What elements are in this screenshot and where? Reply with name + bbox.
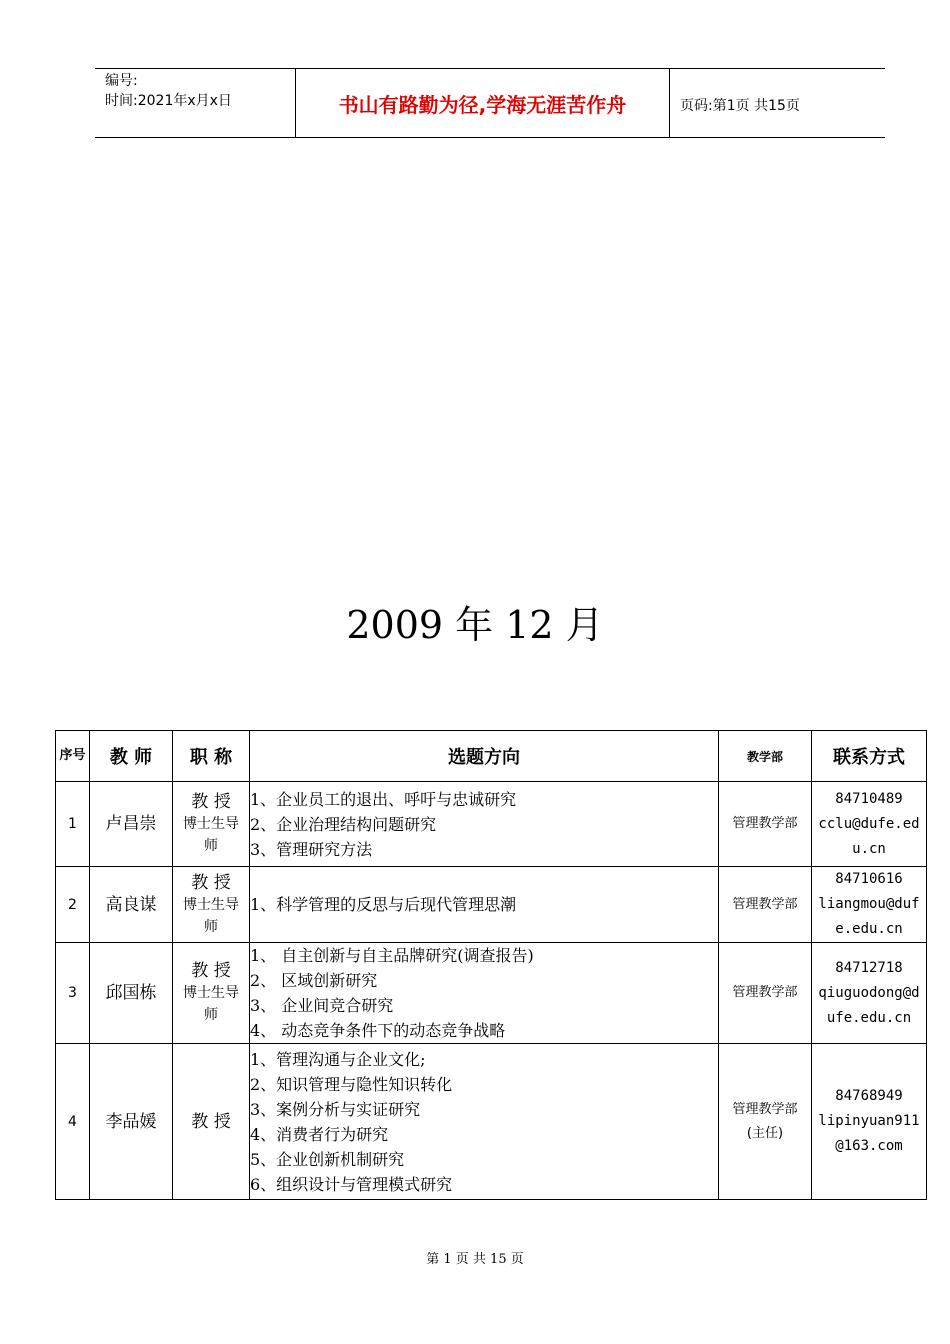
contact-email: liangmou@dufe.edu.cn (818, 896, 920, 937)
topic-item: 1、科学管理的反思与后现代管理思潮 (250, 895, 517, 914)
dept-cell (719, 867, 812, 943)
header-topics: 选题方向 (250, 731, 719, 782)
row-number: 3 (56, 943, 90, 1044)
header-meta (95, 69, 296, 137)
topics-cell (250, 943, 719, 1044)
contact-email: cclu@dufe.edu.cn (818, 815, 920, 857)
contact-email: lipinyuan911@163.com (818, 1113, 920, 1154)
dept-cell (719, 782, 812, 867)
topics-cell (250, 782, 719, 867)
contact-phone: 84710489 (835, 790, 903, 807)
advisor-table (55, 730, 927, 1200)
teacher-title-cell (173, 943, 250, 1044)
teacher-title: 教 授 (191, 961, 231, 981)
contact-phone: 84710616 (835, 871, 903, 887)
teacher-title-cell (173, 867, 250, 943)
teacher-title-cell (173, 782, 250, 867)
table-row (56, 1044, 927, 1200)
teacher-title: 教 授 (191, 792, 231, 812)
contact-email: qiuguodong@dufe.edu.cn (818, 984, 920, 1026)
table-body (56, 782, 927, 1200)
topic-item: 1、 自主创新与自主品牌研究(调查报告) (250, 946, 534, 965)
header-teacher: 教 师 (90, 731, 173, 782)
table-row (56, 867, 927, 943)
teacher-subtitle: 博士生导师 (183, 985, 239, 1023)
teacher-name: 李品媛 (90, 1044, 173, 1200)
header-page-label: 页码:第1页 共15页 (680, 98, 800, 114)
teacher-subtitle: 博士生导师 (183, 816, 239, 854)
row-number: 4 (56, 1044, 90, 1200)
header-motto: 书山有路勤为径,学海无涯苦作舟 (296, 69, 670, 137)
teacher-title: 教 授 (191, 872, 231, 893)
document-number-label: 编号: (105, 73, 138, 89)
dept-name: 管理教学部 (732, 896, 798, 912)
topic-item: 5、企业创新机制研究 (250, 1149, 405, 1169)
topic-item: 4、 动态竞争条件下的动态竞争战略 (250, 1021, 506, 1040)
contact-cell (812, 867, 927, 943)
page-footer: 第 1 页 共 15 页 (426, 1252, 524, 1267)
dept-name: 管理教学部 (732, 985, 798, 1000)
contact-phone: 84712718 (835, 959, 903, 976)
teacher-title-cell (173, 1044, 250, 1200)
topics-cell (250, 867, 719, 943)
contact-cell (812, 1044, 927, 1200)
document-time-label: 时间:2021年x月x日 (105, 93, 232, 109)
table-row (56, 782, 927, 867)
topic-item: 3、案例分析与实证研究 (250, 1099, 421, 1119)
header-no: 序号 (56, 731, 90, 782)
header-contact: 联系方式 (812, 731, 927, 782)
topic-item: 2、企业治理结构问题研究 (250, 814, 437, 834)
teacher-name: 邱国栋 (90, 943, 173, 1044)
teacher-name: 高良谋 (90, 867, 173, 943)
dept-note: (主任) (746, 1125, 784, 1141)
contact-cell (812, 782, 927, 867)
row-number: 2 (56, 867, 90, 943)
table-header-row (56, 731, 927, 782)
topic-item: 2、知识管理与隐性知识转化 (250, 1074, 453, 1094)
header-dept: 教学部 (719, 731, 812, 782)
dept-name: 管理教学部 (732, 1101, 798, 1117)
dept-name: 管理教学部 (732, 816, 798, 831)
topic-item: 3、管理研究方法 (250, 839, 373, 859)
teacher-title: 教 授 (191, 1111, 231, 1132)
topic-item: 1、管理沟通与企业文化; (250, 1049, 426, 1069)
topics-cell (250, 1044, 719, 1200)
teacher-name: 卢昌崇 (90, 782, 173, 867)
topic-item: 1、企业员工的退出、呼吁与忠诚研究 (250, 789, 517, 809)
topic-item: 3、 企业间竞合研究 (250, 996, 394, 1015)
header-title: 职 称 (173, 731, 250, 782)
contact-cell (812, 943, 927, 1044)
dept-cell (719, 943, 812, 1044)
dept-cell (719, 1044, 812, 1200)
teacher-subtitle: 博士生导师 (183, 896, 239, 935)
contact-phone: 84768949 (835, 1088, 903, 1104)
page-header (95, 68, 885, 138)
date-title: 2009 年 12 月 (346, 603, 604, 647)
topic-item: 6、组织设计与管理模式研究 (250, 1174, 453, 1194)
row-number: 1 (56, 782, 90, 867)
topic-item: 2、 区域创新研究 (250, 971, 378, 990)
table-row (56, 943, 927, 1044)
topic-item: 4、消费者行为研究 (250, 1124, 389, 1144)
